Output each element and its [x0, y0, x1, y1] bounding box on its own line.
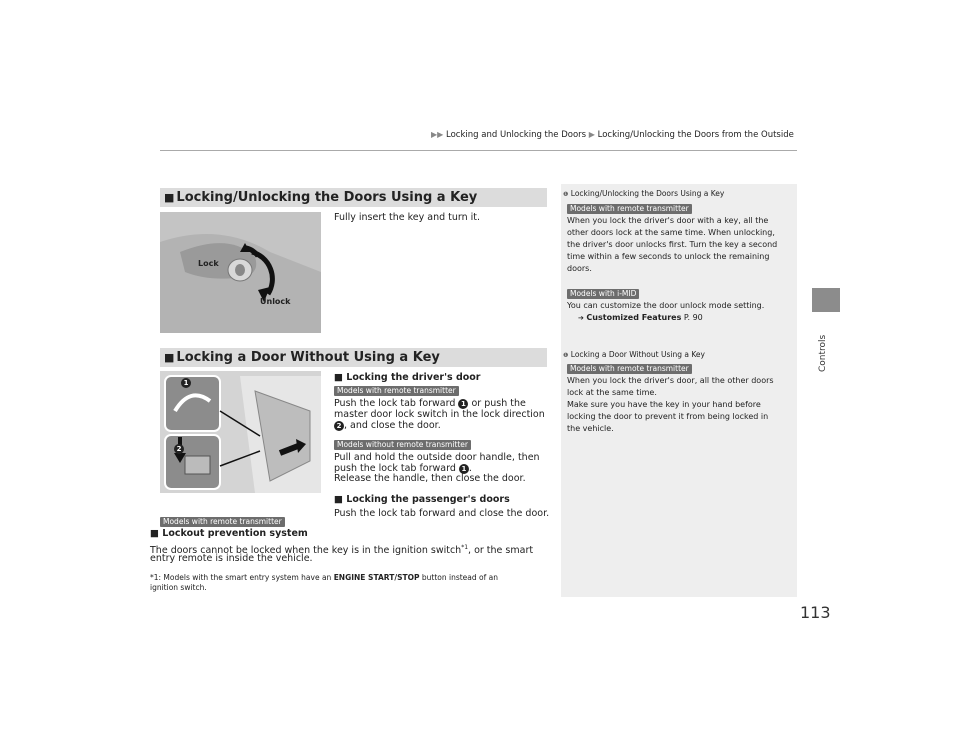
driver-instruction-line1	[334, 398, 526, 409]
callout-1-icon: 1	[181, 378, 191, 388]
breadcrumb	[431, 130, 794, 140]
note-line: the vehicle.	[567, 424, 614, 433]
section-title: Locking/Unlocking the Doors Using a Key	[176, 190, 478, 205]
footnote-ref[interactable]: *1	[461, 544, 469, 551]
text: The doors cannot be locked when the key is in the ignition switch	[150, 545, 462, 557]
note-marker-icon: ❶	[563, 352, 569, 359]
text: , or the smart	[468, 545, 534, 557]
text: or push the	[471, 398, 526, 409]
passenger-door-heading	[334, 494, 510, 505]
note-line: doors.	[567, 264, 592, 273]
text: *1: Models with the smart entry system have an	[150, 573, 332, 582]
driver-instruction-line2: master door lock switch in the lock direction	[334, 409, 545, 420]
badge-remote-transmitter-2: Models with remote transmitter	[160, 517, 285, 527]
reference-arrow-icon: ➔	[578, 314, 584, 322]
note1-title	[563, 189, 724, 198]
note-line: the driver's door unlocks first. Turn the key a second	[567, 240, 778, 249]
note2-badge-remote: Models with remote transmitter	[567, 364, 692, 374]
section-title: Locking a Door Without Using a Key	[176, 350, 440, 365]
door-handle-key-icon	[160, 212, 321, 333]
callout-1-icon: 1	[458, 399, 468, 409]
note1-body	[567, 215, 777, 275]
unlock-label: Unlock	[260, 297, 291, 306]
text: Push the lock tab forward	[334, 398, 456, 409]
passenger-door-title: Locking the passenger's doors	[346, 494, 510, 505]
note-line: time within a few seconds to unlock the remaining	[567, 252, 770, 261]
driver-door-title: Locking the driver's door	[346, 372, 481, 383]
callout-2-icon: 2	[334, 421, 344, 431]
lock-label: Lock	[198, 259, 219, 268]
note-line: Make sure you have the key in your hand before	[567, 400, 761, 409]
callout-1-icon: 1	[459, 464, 469, 474]
note2-body	[567, 375, 774, 435]
note2-title	[563, 350, 705, 359]
square-bullet-icon: ■	[150, 528, 159, 539]
badge-without-remote: Models without remote transmitter	[334, 440, 471, 450]
page-number: 113	[800, 603, 831, 622]
lockout-heading	[150, 528, 308, 539]
lockout-title: Lockout prevention system	[162, 528, 308, 539]
passenger-instruction: Push the lock tab forward and close the door.	[334, 508, 550, 519]
badge-remote-transmitter: Models with remote transmitter	[334, 386, 459, 396]
driver-door-heading	[334, 372, 480, 383]
button-name: ENGINE START/STOP	[333, 573, 420, 582]
noremote-instruction-line2: push the lock tab forward 1 .	[334, 463, 472, 474]
door-lock-tab-icon	[160, 371, 321, 493]
breadcrumb-item-from-outside[interactable]: Locking/Unlocking the Doors from the Outside	[597, 130, 794, 140]
note1-reference[interactable]	[578, 312, 703, 324]
noremote-instruction-line3: Release the handle, then close the door.	[334, 473, 526, 484]
text: button instead of an	[421, 573, 498, 582]
text: push the lock tab forward	[334, 463, 456, 474]
square-bullet-icon: ■	[164, 191, 175, 204]
note-line: locking the door to prevent it from being locked in	[567, 412, 769, 421]
breadcrumb-item-locking-unlocking[interactable]: Locking and Unlocking the Doors	[446, 130, 587, 140]
section-heading-key	[160, 188, 547, 207]
footnote-line2: ignition switch.	[150, 583, 207, 592]
reference-page: P. 90	[683, 313, 703, 322]
note1-badge-remote: Models with remote transmitter	[567, 204, 692, 214]
lock-tab-illustration	[160, 371, 321, 493]
square-bullet-icon: ■	[334, 494, 343, 505]
note-line: When you lock the driver's door, all the other doors	[567, 376, 774, 385]
note-title-text: Locking a Door Without Using a Key	[570, 350, 705, 359]
chapter-tab-label[interactable]: Controls	[818, 334, 828, 372]
driver-instruction-line3	[334, 420, 441, 431]
footnote-line1	[150, 573, 498, 582]
square-bullet-icon: ■	[164, 351, 175, 364]
note-line: When you lock the driver's door with a key, all the	[567, 216, 769, 225]
note-marker-icon: ❶	[563, 191, 569, 198]
square-bullet-icon: ■	[334, 372, 343, 383]
noremote-instruction-line1: Pull and hold the outside door handle, then	[334, 452, 540, 463]
key-instruction: Fully insert the key and turn it.	[334, 212, 481, 223]
breadcrumb-arrow-icon: ▶	[588, 130, 595, 139]
breadcrumb-arrow-icon: ▶▶	[431, 130, 444, 139]
section-heading-no-key	[160, 348, 547, 367]
note1-customize: You can customize the door unlock mode setting.	[567, 301, 765, 310]
chapter-tab-marker	[812, 288, 840, 312]
lockout-text-line2: entry remote is inside the vehicle.	[150, 553, 313, 564]
text: , and close the door.	[344, 420, 441, 431]
reference-link[interactable]: Customized Features	[586, 313, 682, 322]
callout-2-icon: 2	[174, 444, 184, 454]
note-line: other doors lock at the same time. When unlocking,	[567, 228, 775, 237]
note1-badge-imid: Models with i-MID	[567, 289, 639, 299]
note-title-text: Locking/Unlocking the Doors Using a Key	[570, 189, 725, 198]
header-divider	[160, 150, 797, 151]
key-lock-illustration	[160, 212, 321, 333]
note-line: lock at the same time.	[567, 388, 657, 397]
